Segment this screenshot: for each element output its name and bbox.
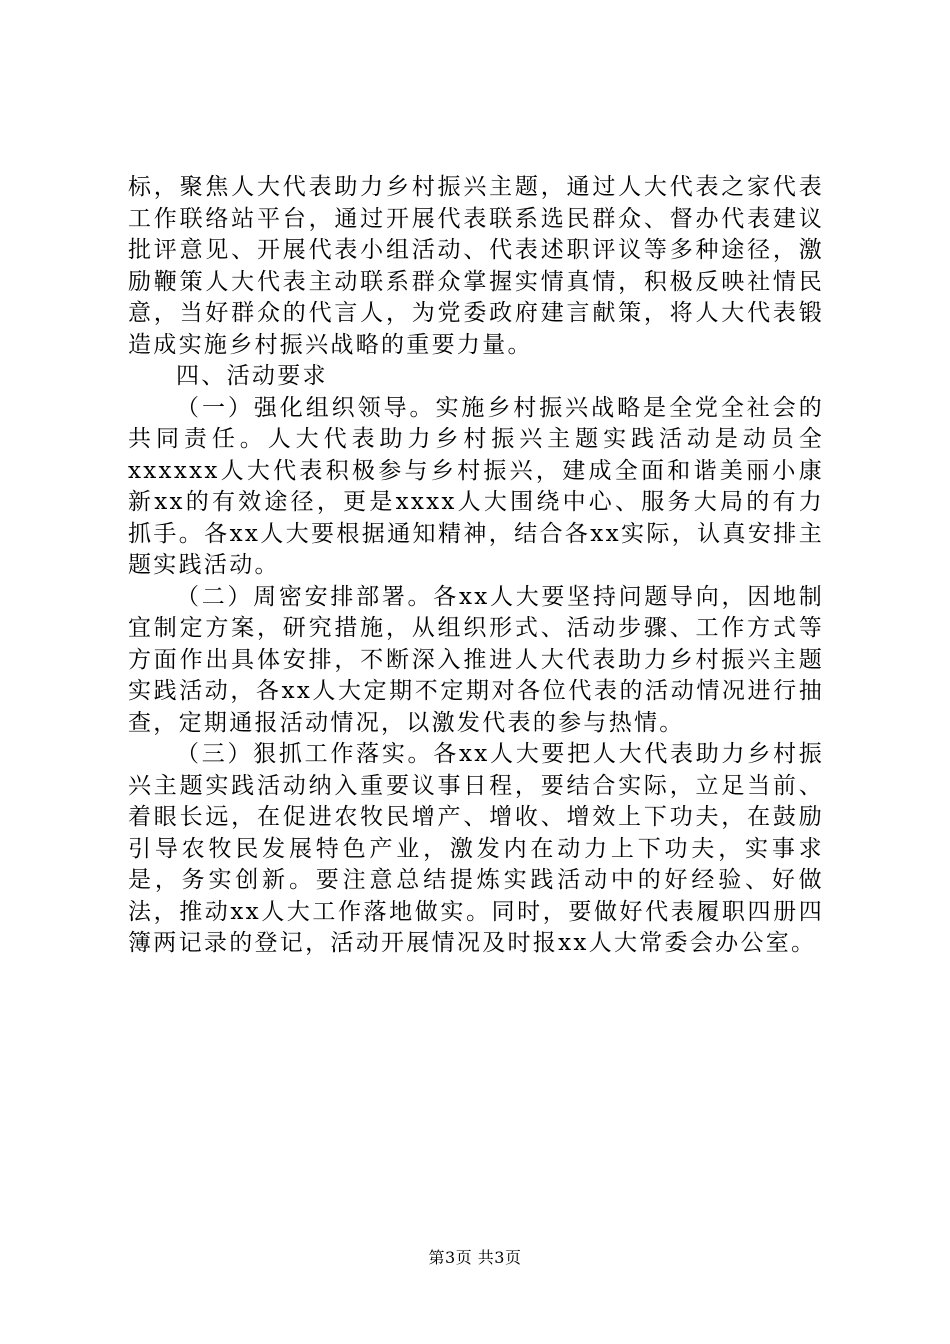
paragraph-organization-leadership: （一）强化组织领导。实施乡村振兴战略是全党全社会的共同责任。人大代表助力乡村振兴主题实践活动是动员全xxxxxx人大代表积极参与乡村振兴，建成全面和谐美丽小康新xx的有效途径，更是xxxx人大围绕中心、服务大局的有力抓手。各xx人大要根据通知精神，结合各xx实际，认真安排主题实践活动。: [128, 394, 824, 578]
section-heading-activity-requirements: 四、活动要求: [176, 363, 328, 389]
page-number-footer: 第3页 共3页: [428, 1248, 522, 1267]
paragraph-work-implementation: （三）狠抓工作落实。各xx人大要把人大代表助力乡村振兴主题实践活动纳入重要议事日程，要结合实际，立足当前、着眼长远，在促进农牧民增产、增收、增效上下功夫，在鼓励引导农牧民发展特色产业，激发内在动力上下功夫，实事求是，务实创新。要注意总结提炼实践活动中的好经验、好做法，推动xx人大工作落地做实。同时，要做好代表履职四册四簿两记录的登记，活动开展情况及时报xx人大常委会办公室。: [128, 741, 824, 956]
paragraph-continuation: 标，聚焦人大代表助力乡村振兴主题，通过人大代表之家代表工作联络站平台，通过开展代表联系选民群众、督办代表建议批评意见、开展代表小组活动、代表述职评议等多种途径，激励鞭策人大代表主动联系群众掌握实情真情，积极反映社情民意，当好群众的代言人，为党委政府建言献策，将人大代表锻造成实施乡村振兴战略的重要力量。: [128, 174, 824, 358]
document-body: [128, 172, 824, 960]
paragraph-arrangement-deployment: （二）周密安排部署。各xx人大要坚持问题导向，因地制宜制定方案，研究措施，从组织形式、活动步骤、工作方式等方面作出具体安排，不断深入推进人大代表助力乡村振兴主题实践活动，各xx人大定期不定期对各位代表的活动情况进行抽查，定期通报活动情况，以激发代表的参与热情。: [128, 583, 824, 736]
